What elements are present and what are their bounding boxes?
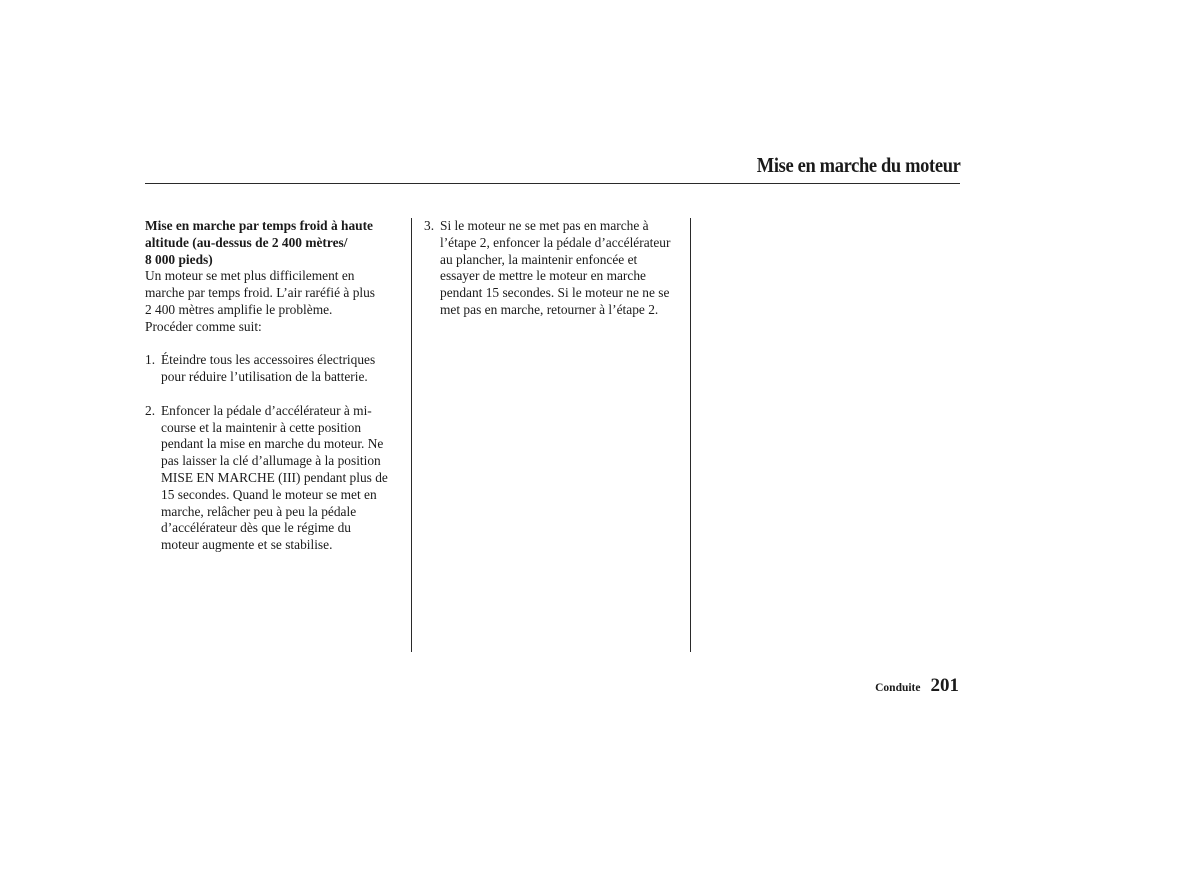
intro-line: Procéder comme suit: [145,318,262,334]
section-heading [145,218,405,268]
step-line: l’étape 2, enfoncer la pédale d’accélérateur [440,234,671,250]
left-column [145,218,405,554]
step-text [440,218,670,319]
step-line: MISE EN MARCHE (III) pendant plus de [161,469,388,485]
footer-section-label: Conduite [875,682,921,694]
step-line: met pas en marche, retourner à l’étape 2. [440,301,659,317]
step-item [424,218,686,319]
step-line: essayer de mettre le moteur en marche [440,268,646,284]
step-line: Si le moteur ne se met pas en marche à [440,218,649,233]
intro-paragraph [145,268,405,335]
step-line: course et la maintenir à cette position [161,419,362,435]
step-line: moteur augmente et se stabilise. [161,537,333,553]
column-divider-right [690,218,691,652]
intro-line: 2 400 mètres amplifie le problème. [145,301,333,317]
middle-column [424,218,686,319]
intro-line: Un moteur se met plus difficilement en [145,268,355,284]
step-item [145,403,405,554]
step-line: Enfoncer la pédale d’accélérateur à mi- [161,402,372,418]
header-rule [145,183,960,184]
spacer [145,386,405,403]
step-text [161,403,388,554]
heading-line: 8 000 pieds) [145,251,213,267]
step-line: Éteindre tous les accessoires électriques [161,352,376,368]
page-number: 201 [930,675,959,696]
step-item [145,352,405,386]
step-line: 15 secondes. Quand le moteur se met en [161,486,377,502]
step-number: 3. [424,218,435,233]
spacer [145,336,405,353]
step-line: pendant la mise en marche du moteur. Ne [161,436,384,452]
step-line: pas laisser la clé d’allumage à la position [161,453,381,469]
heading-line: altitude (au-dessus de 2 400 mètres/ [145,234,348,250]
step-number: 2. [145,402,156,418]
heading-line: Mise en marche par temps froid à haute [145,218,373,233]
step-line: pour réduire l’utilisation de la batterie. [161,369,368,385]
column-divider-left [411,218,412,652]
step-line: au plancher, la maintenir enfoncée et [440,251,638,267]
step-number: 1. [145,352,156,368]
intro-line: marche par temps froid. L’air raréfié à plus [145,285,376,301]
step-line: pendant 15 secondes. Si le moteur ne ne se [440,285,670,301]
page-title: Mise en marche du moteur [756,153,960,177]
step-text [161,352,375,386]
step-line: d’accélérateur dès que le régime du [161,520,351,536]
step-line: marche, relâcher peu à peu la pédale [161,503,357,519]
page-footer [875,675,959,697]
